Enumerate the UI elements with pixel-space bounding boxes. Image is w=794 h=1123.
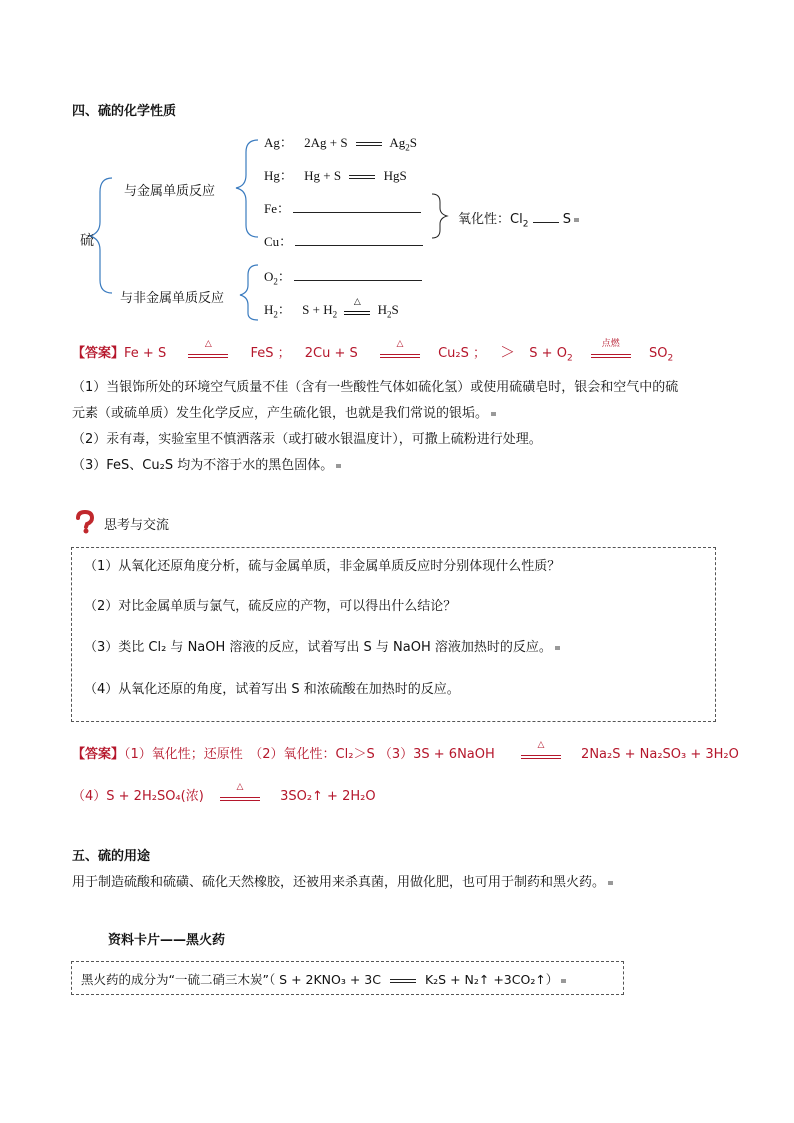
note-line-4: （3）FeS、Cu₂S 均为不溶于水的黑色固体。 [72,454,341,473]
answer2-line2-a: （4）S + 2H₂SO₄(浓) [72,789,204,804]
o2-answer-blank[interactable] [294,268,422,281]
metal-branch-label: 与金属单质反应 [124,184,216,199]
paragraph-mark [555,646,560,650]
question-1: （1）从氧化还原角度分析，硫与金属单质，非金属单质反应时分别体现什么性质？ [84,559,561,574]
cu-label: Cu： [264,234,293,249]
answer1-eq3-sub: 2 [566,353,573,364]
answer-line-2 [72,739,739,763]
equals-sign [349,171,375,183]
heat-condition: △ [380,346,420,362]
paragraph-mark [608,881,613,885]
hg-eq-left: Hg + S [304,168,342,183]
heat-condition: △ [188,346,228,362]
h2-sub: 2 [273,309,278,320]
o2-colon: ： [277,269,291,284]
answer-line-1 [72,338,674,364]
paragraph-mark [561,979,566,983]
nonmetal-branch-label: 与非金属单质反应 [120,291,225,306]
note-line-2: 元素（或硫单质）发生化学反应，产生硫化银，也就是我们常说的银垢。 [72,402,496,421]
o2-label: O [264,269,274,284]
answer-line-3 [72,781,376,805]
h2-row [264,296,399,320]
question-2: （2）对比金属单质与氯气，硫反应的产物，可以得出什么结论？ [84,599,457,614]
ag-row [264,132,417,153]
answer1-gt: ＞ [500,343,516,361]
ag-eq-left: 2Ag + S [304,135,348,150]
hg-row [264,165,407,184]
h2-eq-right-sub: 2 [387,309,392,320]
equals-sign [356,138,382,150]
question-4: （4）从氧化还原的角度，试着写出 S 和浓硫酸在加热时的反应。 [84,682,460,697]
ox-tail: S [562,212,571,227]
h2-label: H [264,302,274,317]
note-line-1: （1）当银饰所处的环境空气质量不佳（含有一些酸性气体如硫化氢）或使用硫磺皂时，银会和空气中的硫 [72,380,679,395]
ag-tail: S [409,135,418,150]
root-label: 硫 [80,233,94,249]
h2-eq-right-tail: S [391,302,399,317]
answer1-eq2-right: Cu₂S ； [438,346,486,361]
cu-row [264,231,423,250]
card-text: 黑火药的成分为“一硫二硝三木炭”（ S + 2KNO₃ + 3C K₂S + N₂↑ +3CO₂↑） [81,970,566,988]
answer1-eq2-left: 2Cu + S [304,346,358,361]
paragraph-mark [491,412,496,416]
heat-condition: △ [220,789,260,805]
answer2-line2-b: 3SO₂↑ + 2H₂O [280,789,376,804]
oxidation-compare [458,208,579,230]
paragraph-mark [574,218,579,222]
paragraph-mark [336,464,341,468]
answer1-eq3-right: SO [648,346,668,361]
fe-row [264,198,421,217]
hg-label: Hg： [264,168,293,183]
h2-eq-right: H [377,302,387,317]
section-title: 四、硫的化学性质 [72,104,177,119]
answer1-eq1-left: Fe + S [124,346,167,361]
o2-sub: 2 [273,276,278,287]
section5-title: 五、硫的用途 [72,849,151,864]
answer-tag: 【答案】 [72,747,125,762]
metal-brace [236,140,258,237]
oxidation-brace [432,194,447,238]
answer1-eq1-right: FeS ； [250,346,291,361]
answer-tag: 【答案】 [72,346,125,361]
o2-row [264,266,422,287]
h2-colon: ： [277,302,291,317]
answer2-line1-b: 2Na₂S + Na₂SO₃ + 3H₂O [581,747,739,762]
note-line-3: （2）汞有毒，实验室里不慎洒落汞（或打破水银温度计），可撒上硫粉进行处理。 [72,432,542,447]
answer2-line1-a: （1）氧化性；还原性 （2）氧化性：Cl₂＞S （3）3S + 6NaOH [124,747,495,762]
ag-label: Ag： [264,135,293,150]
section5-text: 用于制造硫酸和硫磺、硫化天然橡胶，还被用来杀真菌，用做化肥，也可用于制药和黑火药。 [72,871,613,890]
answer1-eq3-right-sub: 2 [667,353,674,364]
ignite-condition: 点燃 [591,346,631,362]
h2-eq-left-sub: 2 [332,309,338,320]
ag-sub: 2 [405,142,410,153]
cu-answer-blank[interactable] [295,233,423,246]
fe-label: Fe： [264,201,291,216]
ox-compare-blank[interactable] [533,210,559,223]
heat-condition: △ [521,747,561,763]
equals-sign [390,975,416,987]
heat-condition: △ [344,303,370,319]
question-3: （3）类比 Cl₂ 与 NaOH 溶液的反应，试着写出 S 与 NaOH 溶液加热时的反应。 [84,636,560,655]
answer1-eq3-left: S + O [529,346,567,361]
ox-sub: 2 [522,219,529,230]
hg-eq-right: HgS [383,168,407,183]
ag-eq-right: Ag [389,135,406,150]
fe-answer-blank[interactable] [293,200,421,213]
h2-eq-left: S + H [302,302,333,317]
think-title: 思考与交流 [104,518,170,533]
card-title: 资料卡片——黑火药 [108,933,226,948]
ox-label: 氧化性：Cl [458,212,523,227]
nonmetal-brace [240,265,258,320]
question-mark-icon [74,510,96,534]
